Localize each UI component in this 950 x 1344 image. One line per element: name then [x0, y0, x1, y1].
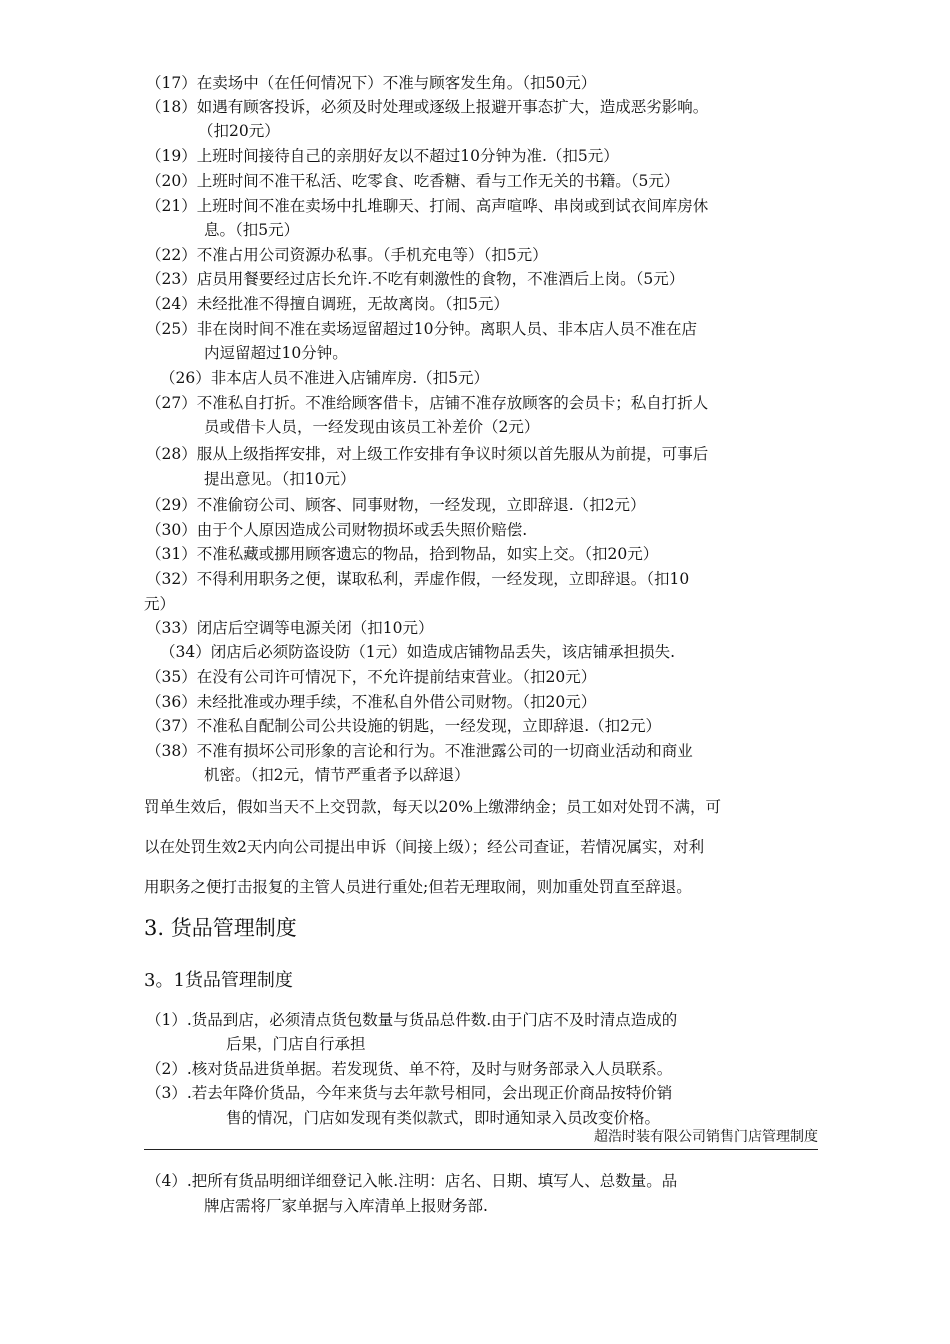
rule-line: （35）在没有公司许可情况下，不允许提前结束营业。（扣20元）	[146, 668, 597, 686]
rule-line: 元）	[144, 595, 176, 613]
rule-line: 提出意见。（扣10元）	[204, 470, 356, 488]
rule-line: （2）.核对货品进货单据。若发现货、单不符，及时与财务部录入人员联系。	[146, 1060, 673, 1078]
rule-line: （25）非在岗时间不准在卖场逗留超过10分钟。离职人员、非本店人员不准在店	[146, 320, 697, 338]
page-footer: 超浩时装有限公司销售门店管理制度	[594, 1129, 818, 1145]
rule-line: （36）未经批准或办理手续，不准私自外借公司财物。（扣20元）	[146, 693, 597, 711]
rule-line: （1）.货品到店，必须清点货包数量与货品总件数.由于门店不及时清点造成的	[146, 1011, 678, 1029]
rule-line: （33）闭店后空调等电源关闭（扣10元）	[146, 619, 434, 637]
paragraph-line: 用职务之便打击报复的主管人员进行重处;但若无理取闹，则加重处罚直至辞退。	[144, 878, 692, 896]
rule-line: （34）闭店后必须防盗设防（1元）如造成店铺物品丢失，该店铺承担损失.	[160, 643, 676, 661]
rule-line: （31）不准私藏或挪用顾客遗忘的物品，拾到物品，如实上交。（扣20元）	[146, 545, 659, 563]
footer-divider	[144, 1149, 818, 1150]
rule-line: （扣20元）	[198, 122, 280, 140]
rule-line: （19）上班时间接待自己的亲朋好友以不超过10分钟为准.（扣5元）	[146, 147, 619, 165]
rule-line: （24）未经批准不得擅自调班，无故离岗。（扣5元）	[146, 295, 509, 313]
rule-line: （18）如遇有顾客投诉，必须及时处理或逐级上报避开事态扩大，造成恶劣影响。	[146, 98, 709, 116]
rule-line: （3）.若去年降价货品，今年来货与去年款号相同，会出现正价商品按特价销	[146, 1084, 673, 1102]
rule-line: （23）店员用餐要经过店长允许.不吃有刺激性的食物，不准酒后上岗。（5元）	[146, 270, 685, 288]
rule-line: 牌店需将厂家单据与入库清单上报财务部.	[204, 1197, 488, 1215]
rule-line: 员或借卡人员，一经发现由该员工补差价（2元）	[204, 418, 540, 436]
section-heading: 3. 货品管理制度	[144, 916, 297, 940]
rule-line: 后果，门店自行承担	[226, 1035, 366, 1053]
subsection-heading: 3。1货品管理制度	[144, 970, 293, 991]
rule-line: 售的情况，门店如发现有类似款式，即时通知录入员改变价格。	[226, 1109, 661, 1127]
rule-line: （32）不得利用职务之便，谋取私利，弄虚作假，一经发现，立即辞退。（扣10	[146, 570, 690, 588]
paragraph-line: 以在处罚生效2天内向公司提出申诉（间接上级）；经公司查证，若情况属实，对利	[144, 838, 705, 856]
rule-line: （28）服从上级指挥安排，对上级工作安排有争议时须以首先服从为前提，可事后	[146, 445, 709, 463]
rule-line: 息。（扣5元）	[204, 221, 300, 239]
rule-line: （29）不准偷窃公司、顾客、同事财物，一经发现，立即辞退.（扣2元）	[146, 496, 646, 514]
rule-line: （22）不准占用公司资源办私事。（手机充电等）（扣5元）	[146, 246, 548, 264]
rule-line: （38）不准有损坏公司形象的言论和行为。不准泄露公司的一切商业活动和商业	[146, 742, 693, 760]
rule-line: （21）上班时间不准在卖场中扎堆聊天、打闹、高声喧哗、串岗或到试衣间库房休	[146, 197, 709, 215]
rule-line: （20）上班时间不准干私活、吃零食、吃香糖、看与工作无关的书籍。（5元）	[146, 172, 680, 190]
rule-line: （17）在卖场中（在任何情况下）不准与顾客发生角。（扣50元）	[146, 74, 597, 92]
rule-line: （30）由于个人原因造成公司财物损坏或丢失照价赔偿.	[146, 521, 528, 539]
rule-line: （37）不准私自配制公司公共设施的钥匙，一经发现，立即辞退.（扣2元）	[146, 717, 662, 735]
rule-line: 内逗留超过10分钟。	[204, 344, 348, 362]
paragraph-line: 罚单生效后，假如当天不上交罚款，每天以20%上缴滞纳金；员工如对处罚不满，可	[144, 798, 721, 816]
rule-line: （26）非本店人员不准进入店铺库房.（扣5元）	[160, 369, 490, 387]
rule-line: （27）不准私自打折。不准给顾客借卡，店铺不准存放顾客的会员卡；私自打折人	[146, 394, 709, 412]
rule-line: 机密。（扣2元，情节严重者予以辞退）	[204, 766, 470, 784]
rule-line: （4）.把所有货品明细详细登记入帐.注明：店名、日期、填写人、总数量。品	[146, 1172, 678, 1190]
